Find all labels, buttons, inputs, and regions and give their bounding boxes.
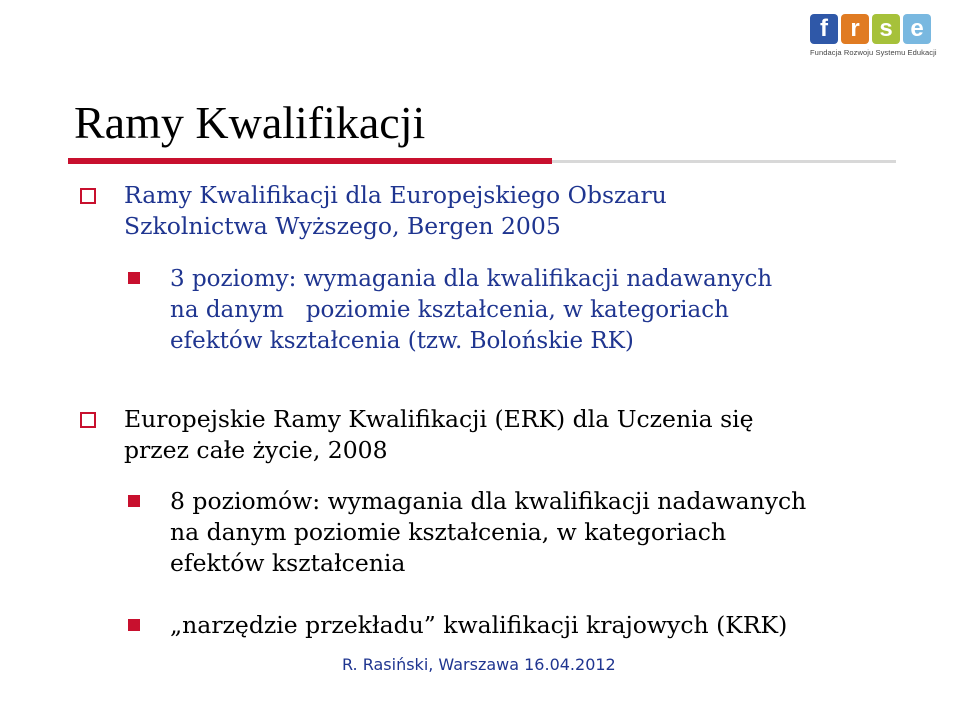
bullet-item-bergen [124,180,667,242]
subitem-line: „narzędzie przekładu” kwalifikacji krajowych (KRK) [170,611,788,639]
slide-title: Ramy Kwalifikacji [74,97,426,148]
solid-square-bullet-icon [128,619,140,631]
logo-letter-e: e [903,14,931,44]
bullet-item-erk [124,404,754,466]
subitem-line: 3 poziomy: wymagania dla kwalifikacji nadawanych [170,266,773,292]
bullet-line: przez całe życie, 2008 [124,436,388,464]
title-divider-accent [68,158,552,164]
logo-letter-f: f [810,14,838,44]
bullet-line: Szkolnictwa Wyższego, Bergen 2005 [124,212,561,240]
logo-letter-r: r [841,14,869,44]
subitem-line: efektów kształcenia (tzw. Bolońskie RK) [170,328,634,354]
logo-caption: Fundacja Rozwoju Systemu Edukacji [810,48,937,57]
subitem-line: na danym poziomie kształcenia, w kategoriach [170,518,727,546]
subitem-translation-tool [170,610,787,641]
frse-logo [810,14,940,64]
solid-square-bullet-icon [128,272,140,284]
subitem-line: efektów kształcenia [170,549,406,577]
subitem-line: 8 poziomów: wymagania dla kwalifikacji nadawanych [170,487,807,515]
bullet-line: Ramy Kwalifikacji dla Europejskiego Obszaru [124,181,667,209]
solid-square-bullet-icon [128,495,140,507]
hollow-square-bullet-icon [80,412,96,428]
logo-letters [810,14,940,44]
subitem-line: na danym poziomie kształcenia, w kategoriach [170,297,729,323]
bullet-line: Europejskie Ramy Kwalifikacji (ERK) dla Uczenia się [124,405,754,433]
slide-footer: R. Rasiński, Warszawa 16.04.2012 [342,655,616,674]
subitem-bologna-levels [170,264,772,357]
logo-letter-s: s [872,14,900,44]
subitem-erk-levels [170,486,806,579]
hollow-square-bullet-icon [80,188,96,204]
